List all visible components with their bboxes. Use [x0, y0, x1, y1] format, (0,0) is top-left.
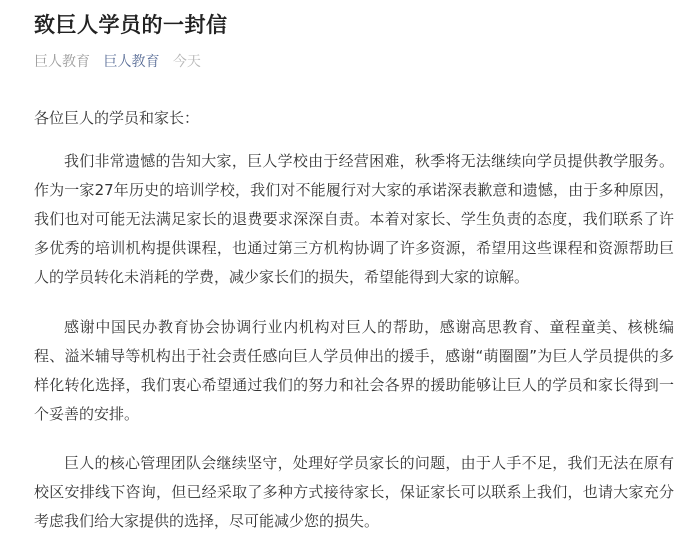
author-name: 巨人教育 [34, 54, 90, 70]
paragraph-3: 巨人的核心管理团队会继续坚守，处理好学员家长的问题，由于人手不足，我们无法在原有校区安排线下咨询，但已经采取了多种方式接待家长，保证家长可以联系上我们，也请大家充分考虑我们给大家提供的选择，尽可能减少您的损失。 [34, 454, 674, 530]
account-link[interactable]: 巨人教育 [103, 54, 160, 70]
greeting: 各位巨人的学员和家长： [34, 109, 200, 127]
paragraph-1: 我们非常遗憾的告知大家，巨人学校由于经营困难，秋季将无法继续向学员提供教学服务。作为一家27年历史的培训学校，我们对不能履行对大家的承诺深表歉意和遗憾，由于多种原因，我们也对可能无法满足家长的退费要求深深自责。本着对家长、学生负责的态度，我们联系了许多优秀的培训机构提供课程，也通过第三方机构协调了许多资源，希望用这些课程和资源帮助巨人的学员转化未消耗的学费，减少家长们的损失，希望能得到大家的谅解。 [34, 152, 674, 286]
article-body [34, 80, 674, 536]
article-title: 致巨人学员的一封信 [34, 13, 228, 37]
article-meta [34, 51, 210, 71]
paragraph-2: 感谢中国民办教育协会协调行业内机构对巨人的帮助，感谢高思教育、童程童美、核桃编程、溢米辅导等机构出于社会责任感向巨人学员伸出的援手，感谢“萌圈圈”为巨人学员提供的多样化转化选择，我们衷心希望通过我们的努力和社会各界的援助能够让巨人的学员和家长得到一个妥善的安排。 [34, 318, 674, 423]
publish-time: 今天 [172, 54, 201, 70]
